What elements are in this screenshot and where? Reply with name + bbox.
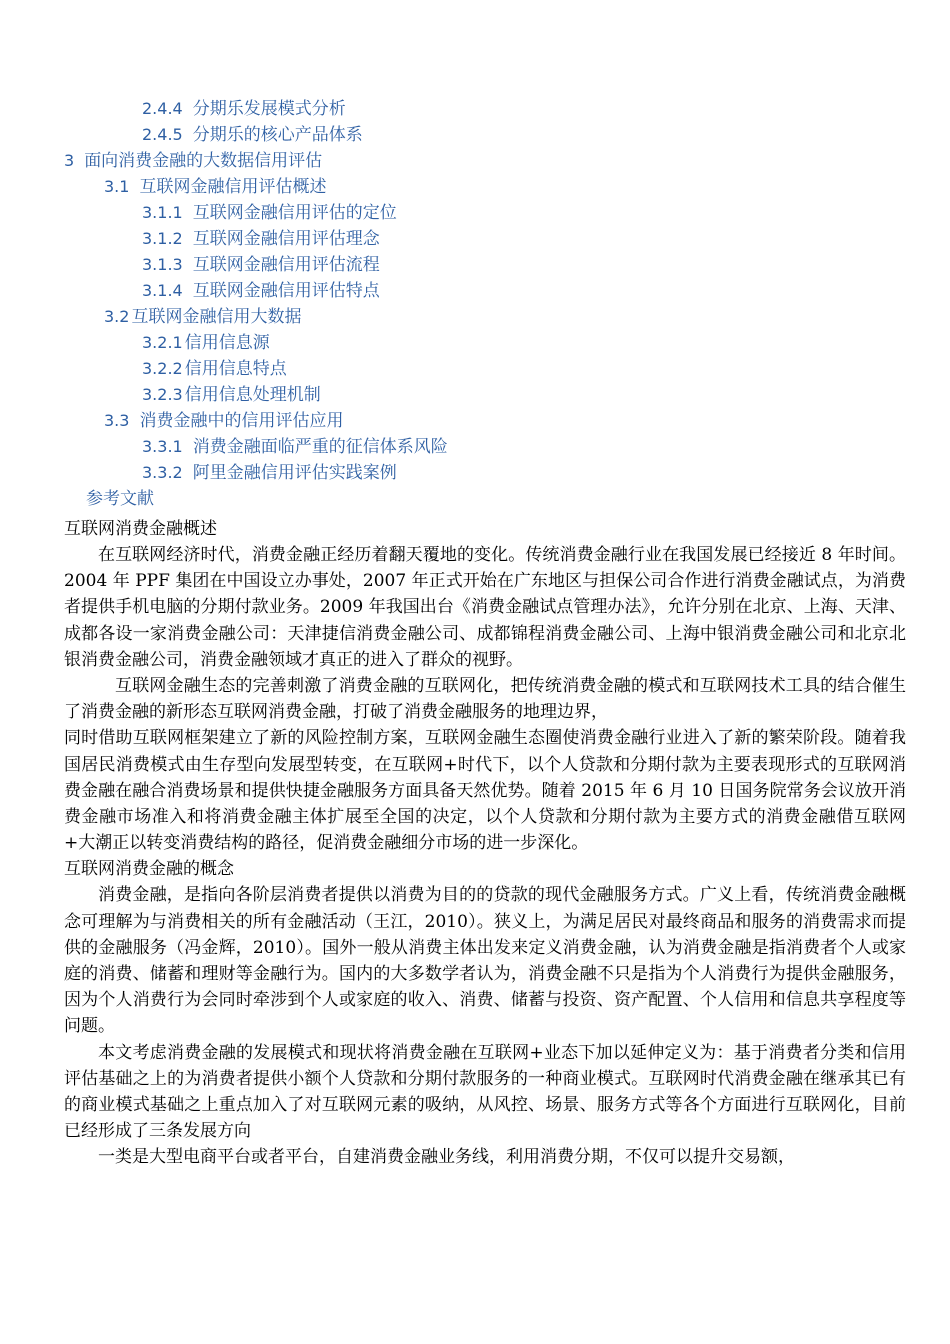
toc-entry[interactable]: 3.2.3 信用信息处理机制	[142, 385, 321, 405]
toc-entry[interactable]: 3.2.1 信用信息源	[142, 333, 270, 353]
toc-entry[interactable]: 3.1.2 互联网金融信用评估理念	[142, 229, 380, 249]
toc-entry[interactable]: 3.1.1 互联网金融信用评估的定位	[142, 203, 397, 223]
table-of-contents	[0, 96, 950, 512]
toc-entry[interactable]: 2.4.4 分期乐发展模式分析	[142, 99, 346, 119]
toc-entry-references[interactable]: 参考文献	[86, 489, 154, 509]
paragraph: 互联网金融生态的完善刺激了消费金融的互联网化，把传统消费金融的模式和互联网技术工具的结合催生了消费金融的新形态互联网消费金融，打破了消费金融服务的地理边界，	[64, 676, 906, 723]
toc-entry[interactable]: 3.1.4 互联网金融信用评估特点	[142, 281, 380, 301]
paragraph: 消费金融，是指向各阶层消费者提供以消费为目的的贷款的现代金融服务方式。广义上看，传统消费金融概念可理解为与消费相关的所有金融活动（王江，2010）。狭义上，为满足居民对最终商品和服务的消费需求而提供的金融服务（冯金辉，2010）。国外一般从消费主体出发来定义消费金融，认为消费金融是指消费者个人或家庭的消费、储蓄和理财等金融行为。国内的大多数学者认为，消费金融不只是指为个人消费行为提供金融服务，因为个人消费行为会同时牵涉到个人或家庭的收入、消费、储蓄与投资、资产配置、个人信用和信息共享程度等问题。	[64, 885, 906, 1037]
section-heading: 互联网消费金融概述	[64, 519, 217, 539]
paragraph: 在互联网经济时代，消费金融正经历着翻天覆地的变化。传统消费金融行业在我国发展已经接近 8 年时间。2004 年 PPF 集团在中国设立办事处，2007 年正式开始在广东地区与担保公司合作进行消费金融试点，为消费者提供手机电脑的分期付款业务。2009 年我国出台《消费金融试点管理办法》，允许分别在北京、上海、天津、成都各设一家消费金融公司：天津捷信消费金融公司、成都锦程消费金融公司、上海中银消费金融公司和北京北银消费金融公司，消费金融领域才真正的进入了群众的视野。	[64, 545, 906, 670]
toc-entry[interactable]: 3.2 互联网金融信用大数据	[104, 307, 302, 327]
toc-entry[interactable]: 3 面向消费金融的大数据信用评估	[64, 151, 323, 171]
toc-entry[interactable]: 2.4.5 分期乐的核心产品体系	[142, 125, 363, 145]
toc-entry[interactable]: 3.3.1 消费金融面临严重的征信体系风险	[142, 437, 448, 457]
section-heading: 互联网消费金融的概念	[64, 859, 234, 880]
paragraph: 同时借助互联网框架建立了新的风险控制方案，互联网金融生态圈使消费金融行业进入了新的繁荣阶段。随着我国居民消费模式由生存型向发展型转变，在互联网+时代下，以个人贷款和分期付款为主要表现形式的互联网消费金融在融合消费场景和提供快捷金融服务方面具备天然优势。随着 2015 年 6 月 10 日国务院常务会议放开消费金融市场准入和将消费金融主体扩展至全国的决定，以个人贷款和分期付款为主要方式的消费金融借互联网+大潮正以转变消费结构的路径，促消费金融细分市场的进一步深化。	[64, 728, 906, 854]
toc-entry[interactable]: 3.1 互联网金融信用评估概述	[104, 177, 327, 197]
toc-entry[interactable]: 3.2.2 信用信息特点	[142, 359, 287, 379]
document-body	[64, 516, 906, 1171]
toc-entry[interactable]: 3.3 消费金融中的信用评估应用	[104, 411, 344, 431]
toc-entry[interactable]: 3.3.2 阿里金融信用评估实践案例	[142, 463, 397, 483]
paragraph: 一类是大型电商平台或者平台，自建消费金融业务线，利用消费分期，不仅可以提升交易额，	[98, 1147, 795, 1168]
paragraph: 本文考虑消费金融的发展模式和现状将消费金融在互联网+业态下加以延伸定义为：基于消费者分类和信用评估基础之上的为消费者提供小额个人贷款和分期付款服务的一种商业模式。互联网时代消费金融在继承其已有的商业模式基础之上重点加入了对互联网元素的吸纳，从风控、场景、服务方式等各个方面进行互联网化，目前已经形成了三条发展方向	[64, 1042, 906, 1142]
toc-entry[interactable]: 3.1.3 互联网金融信用评估流程	[142, 255, 380, 275]
